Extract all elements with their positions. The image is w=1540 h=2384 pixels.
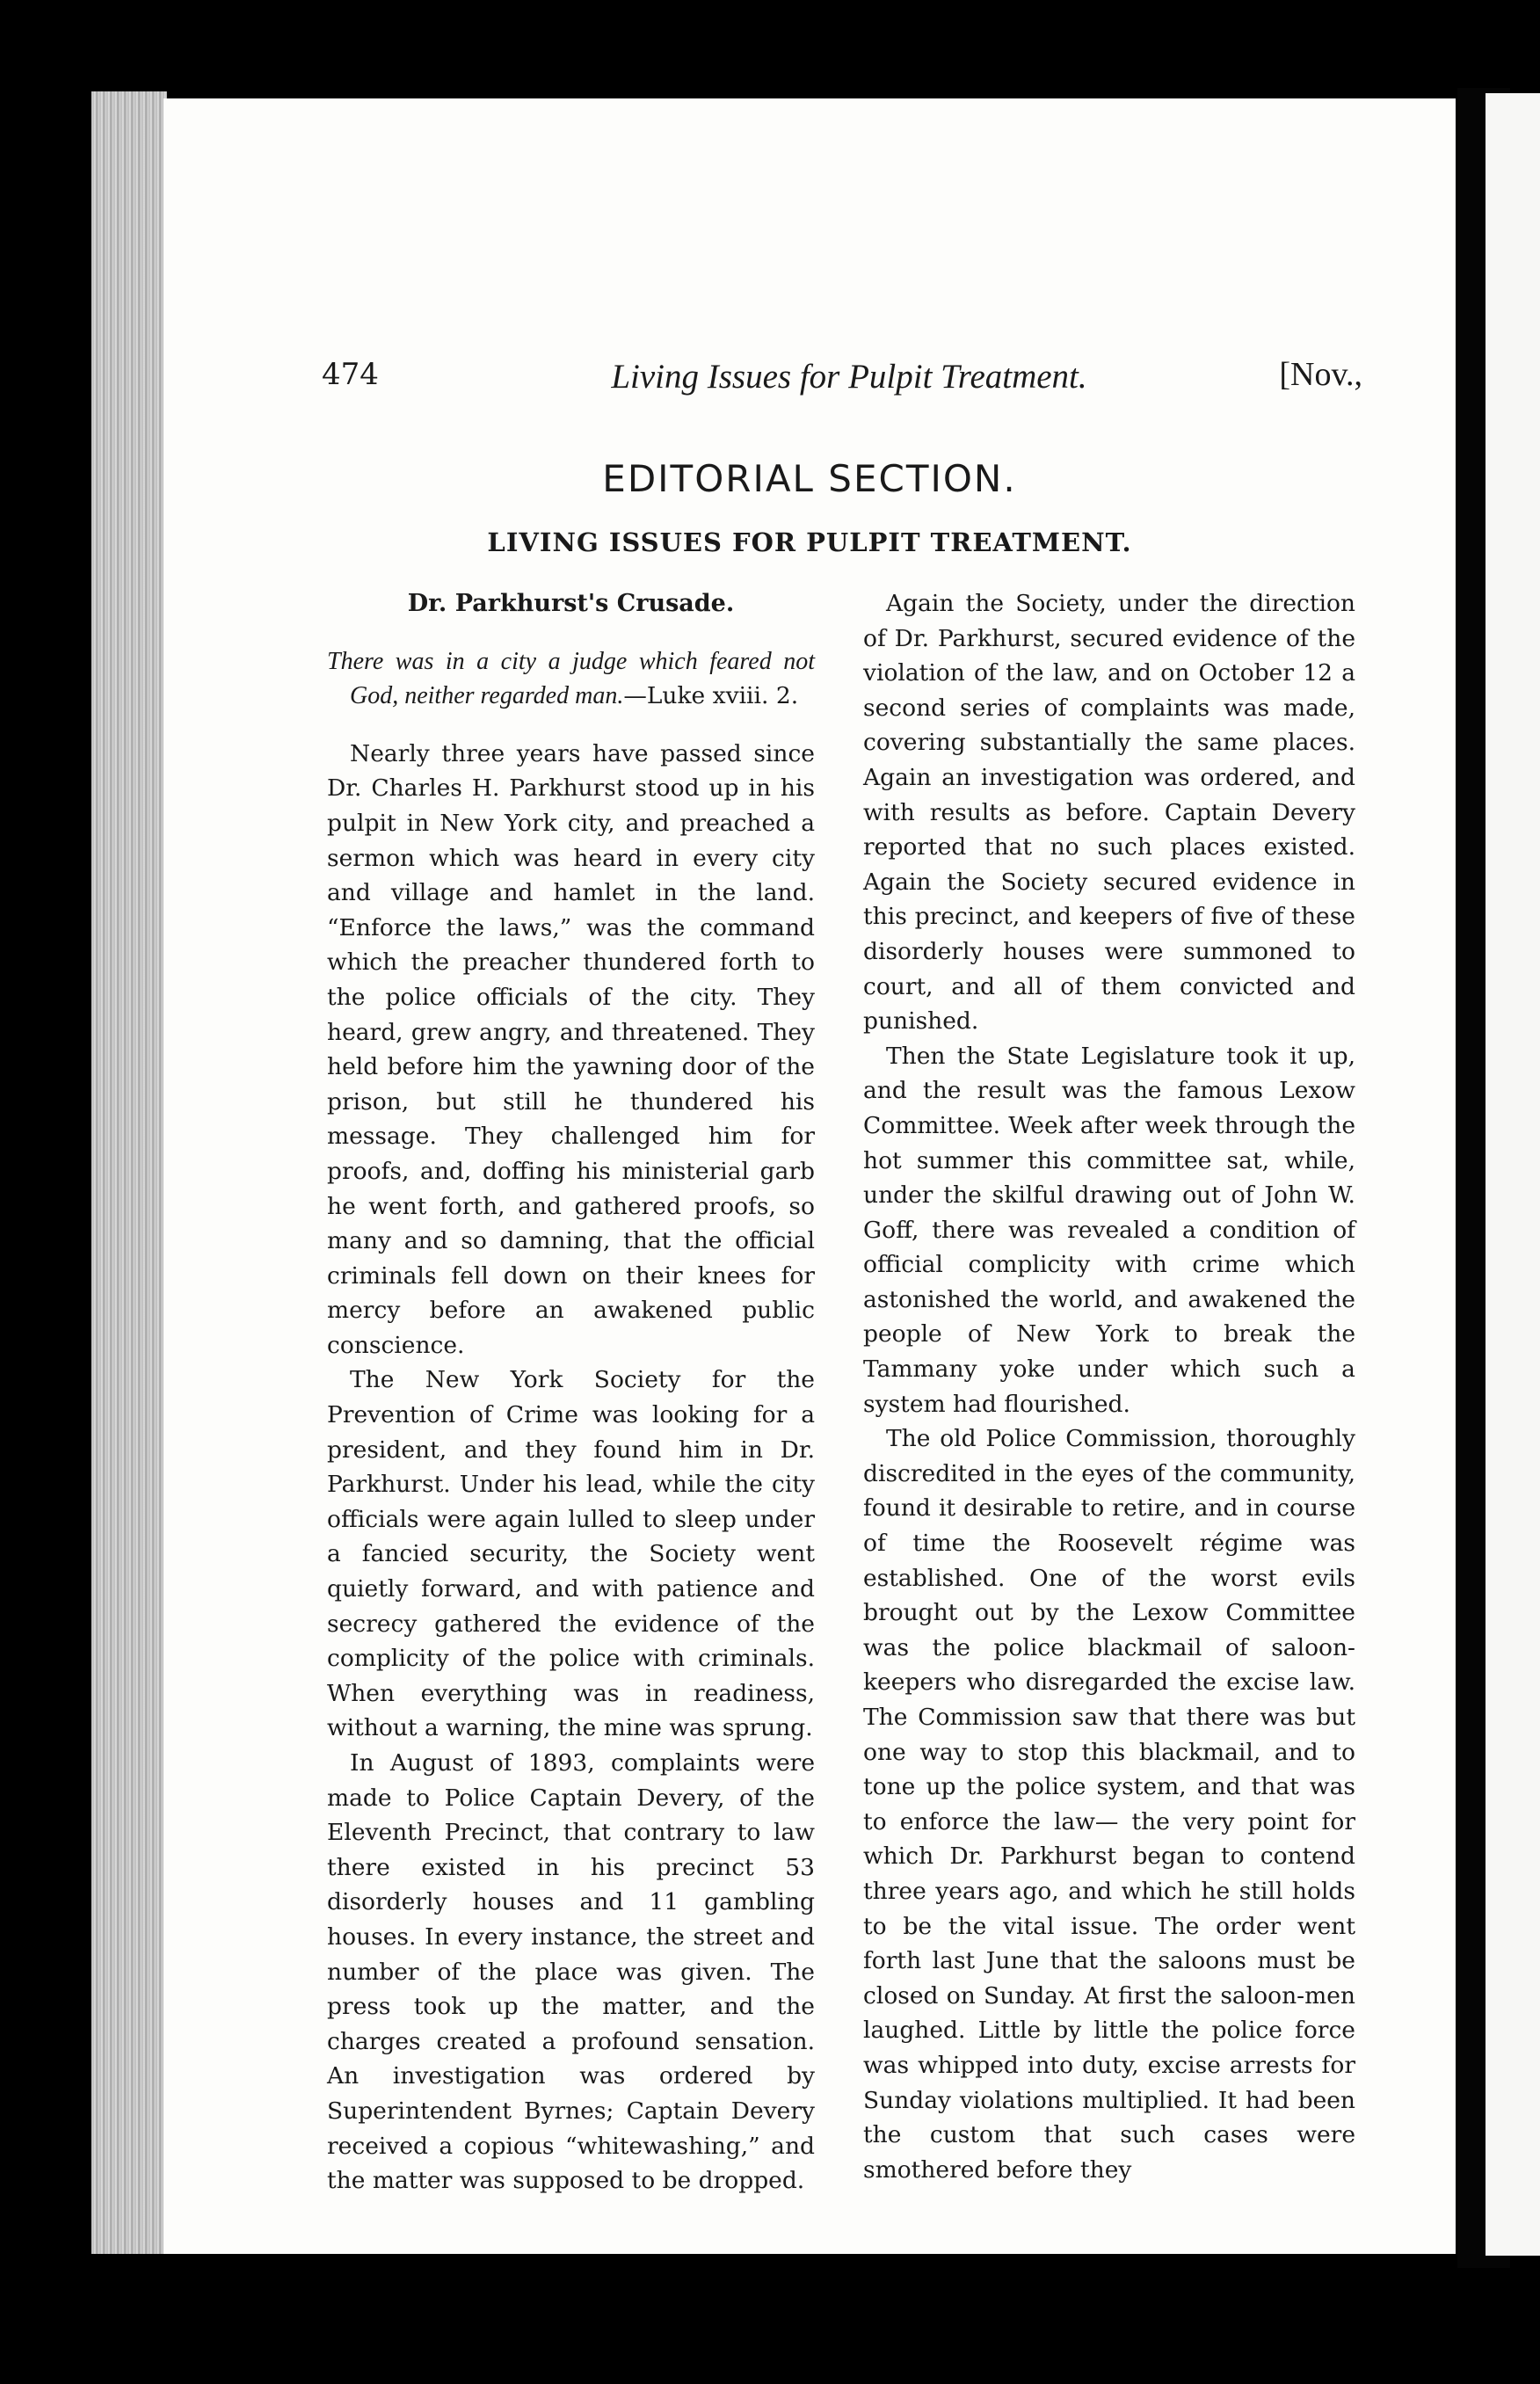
article-title: Dr. Parkhurst's Crusade. (407, 590, 735, 617)
section-title: EDITORIAL SECTION. (602, 457, 1017, 500)
running-title: Living Issues for Pulpit Treatment. (611, 358, 1087, 396)
paragraph: The New York Society for the Prevention of Crime was looking for a president, and they found him in Dr. Parkhurst. Under his lead, while the city officials were again lulled to sleep under a fancied security, the Society went quietly forward, and with patience and secrecy gathered the evidence of the complicity of the police with criminals. When everything was in readiness, without a warning, the mine was sprung. (327, 1366, 815, 1742)
epigraph-reference: —Luke xviii. 2. (623, 682, 799, 710)
epigraph (327, 644, 815, 714)
page-number: 474 (322, 357, 379, 392)
facing-page-edge (1486, 93, 1540, 2256)
paragraph: In August of 1893, complaints were made to Police Captain Devery, of the Eleventh Precinct, that contrary to law there existed in his precinct 53 disorderly houses and 11 gambling houses. In every instance, the street and number of the place was given. The press took up the matter, and the charges created a profound sensation. An investigation was ordered by Superintendent Byrnes; Captain Devery received a copious “whitewashing,” and the matter was supposed to be dropped. (327, 1749, 815, 2195)
subsection-title: LIVING ISSUES FOR PULPIT TREATMENT. (487, 527, 1132, 557)
paragraph: The old Police Commission, thoroughly discredited in the eyes of the community, found it desirable to retire, and in course of time the Roosevelt régime was established. One of the worst evils brought out by the Lexow Committee was the police blackmail of saloon-keepers who disregarded the excise law. The Commission saw that there was but one way to stop this blackmail, and to tone up the police system, and that was to enforce the law— the very point for which Dr. Parkhurst began to contend three years ago, and which he still holds to be the vital issue. The order went forth last June that the saloons must be closed on Sunday. At first the saloon-men laughed. Little by little the police force was whipped into duty, excise arrests for Sunday violations multiplied. It had been the custom that such cases were smothered before they (863, 1425, 1355, 2184)
left-column (327, 586, 815, 2199)
paragraph: Again the Society, under the direction of Dr. Parkhurst, secured evidence of the violation of the law, and on October 12 a second series of complaints was made, covering substantially the same places. Again an investigation was ordered, and with results as before. Captain Devery reported that no such places existed. Again the Society secured evidence in this precinct, and keepers of five of these disorderly houses were summoned to court, and all of them convicted and punished. (863, 590, 1355, 1036)
running-date: [Nov., (1279, 356, 1362, 393)
right-column (863, 586, 1355, 2187)
book-page-edge (91, 91, 167, 2254)
paragraph: Nearly three years have passed since Dr. Charles H. Parkhurst stood up in his pulpit in New York city, and preached a sermon which was heard in every city and village and hamlet in the land. “Enforce the laws,” was the command which the preacher thundered forth to the police officials of the city. They heard, grew angry, and threatened. They held before him the yawning door of the prison, but still he thundered his message. They challenged him for proofs, and, doffing his ministerial garb he went forth, and gathered proofs, so many and so damning, that the official criminals fell down on their knees for mercy before an awakened public conscience. (327, 739, 815, 1359)
paragraph: Then the State Legislature took it up, and the result was the famous Lexow Committee. Week after week through the hot summer this committee sat, while, under the skilful drawing out of John W. Goff, there was revealed a condition of official complicity with crime which astonished the world, and awakened the people of New York to break the Tammany yoke under which such a system had flourished. (863, 1042, 1355, 1418)
epigraph-text: There was in a city a judge which feared not God, neither regarded man. (327, 647, 815, 710)
running-head (163, 348, 1456, 401)
book-page (163, 98, 1456, 2254)
